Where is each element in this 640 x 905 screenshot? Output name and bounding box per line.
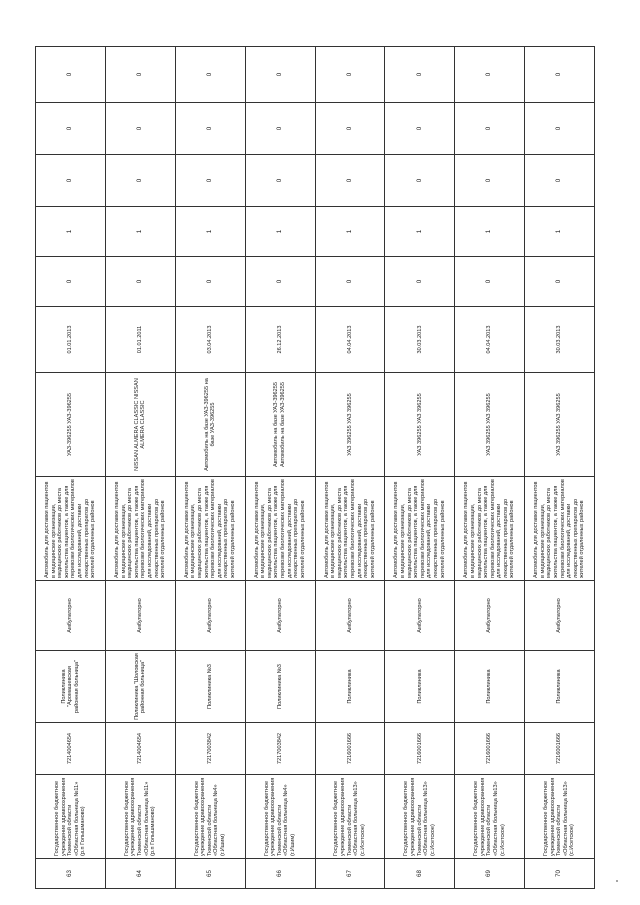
row-number-cell: 65 — [175, 859, 245, 889]
care-mode-cell: Амбулаторно — [455, 581, 525, 651]
date-cell: 03.04.2013 — [175, 307, 245, 373]
value-cell-1: 0 — [175, 257, 245, 307]
vehicle-model-cell: УАЗ 396255 УАЗ 396255 — [315, 373, 385, 477]
unit-cell: Поликлиника "Аромашевская районная больница" — [36, 651, 106, 723]
date-cell: 30.03.2013 — [525, 307, 595, 373]
care-mode-cell: Амбулаторно — [36, 581, 106, 651]
organization-cell: Государственное бюджетное учреждение здравоохранения Тюменской области «Областная больница №11» (р.п Голышманово) — [105, 775, 175, 859]
vehicle-model-cell: Автомобиль на базе УАЗ-396255 на базе УАЗ-396255 — [175, 373, 245, 477]
vehicle-purpose-cell: Автомобиль для доставки пациентов в медицинские организации, медицинских работников до места жительства пациентов, а также для перевозки биологических материалов для исследований, доставки лекарственных препаратов до жителей отдаленных районов — [455, 477, 525, 581]
date-cell: 26.12.2013 — [245, 307, 315, 373]
organization-cell: Государственное бюджетное учреждение здравоохранения Тюменской области «Областная больница №4» (г.Ишим) — [175, 775, 245, 859]
inn-code-cell: 7216001666 — [525, 723, 595, 775]
unit-cell: Поликлиника "Шоловская районная больница" — [105, 651, 175, 723]
value-cell-1: 0 — [36, 257, 106, 307]
unit-cell: Поликлиника — [455, 651, 525, 723]
value-cell-5: 0 — [36, 47, 106, 103]
table-row — [36, 47, 106, 889]
unit-cell: Поликлиника — [525, 651, 595, 723]
row-number-cell: 69 — [455, 859, 525, 889]
organization-cell: Государственное бюджетное учреждение здравоохранения Тюменской области «Областная больница №13» (с.Исетское) — [525, 775, 595, 859]
value-cell-3: 0 — [105, 155, 175, 207]
table-row — [315, 47, 385, 889]
unit-cell: Поликлиника №3 — [245, 651, 315, 723]
value-cell-5: 0 — [455, 47, 525, 103]
table-body — [36, 47, 595, 889]
row-number-cell: 63 — [36, 859, 106, 889]
value-cell-4: 0 — [36, 103, 106, 155]
inn-code-cell: 7214004654 — [36, 723, 106, 775]
table-row — [385, 47, 455, 889]
table-row — [455, 47, 525, 889]
value-cell-3: 0 — [36, 155, 106, 207]
vehicle-model-cell: УАЗ 396255 УАЗ 396255 — [385, 373, 455, 477]
organization-cell: Государственное бюджетное учреждение здравоохранения Тюменской области «Областная больница №13» (с.Исетское) — [385, 775, 455, 859]
row-number-cell: 66 — [245, 859, 315, 889]
vehicle-model-cell: УАЗ-396255 УАЗ-396255 — [36, 373, 106, 477]
date-cell: 04.04.2013 — [315, 307, 385, 373]
vehicle-model-cell: Автомобиль на базе УАЗ-396255 Автомобиль на базе УАЗ-396255 — [245, 373, 315, 477]
inn-code-cell: 7216001666 — [455, 723, 525, 775]
row-number-cell: 68 — [385, 859, 455, 889]
value-cell-2: 1 — [525, 207, 595, 257]
value-cell-4: 0 — [245, 103, 315, 155]
value-cell-5: 0 — [105, 47, 175, 103]
value-cell-1: 0 — [315, 257, 385, 307]
value-cell-5: 0 — [385, 47, 455, 103]
row-number-cell: 70 — [525, 859, 595, 889]
care-mode-cell: Амбулаторно — [245, 581, 315, 651]
value-cell-2: 1 — [385, 207, 455, 257]
inn-code-cell: 7217003842 — [175, 723, 245, 775]
row-number-cell: 67 — [315, 859, 385, 889]
value-cell-3: 0 — [315, 155, 385, 207]
value-cell-5: 0 — [245, 47, 315, 103]
date-cell: 30.03.2013 — [385, 307, 455, 373]
organization-cell: Государственное бюджетное учреждение здравоохранения Тюменской области «Областная больница №13» (с.Исетское) — [315, 775, 385, 859]
vehicle-model-cell: NISSAN ALMERA CLASSIC NISSAN ALMERA CLASSIC — [105, 373, 175, 477]
care-mode-cell: Амбулаторно — [385, 581, 455, 651]
date-cell: 01.01.2011 — [105, 307, 175, 373]
unit-cell: Поликлиника — [385, 651, 455, 723]
document-page — [35, 47, 595, 889]
value-cell-4: 0 — [385, 103, 455, 155]
value-cell-1: 0 — [385, 257, 455, 307]
value-cell-2: 1 — [36, 207, 106, 257]
organization-cell: Государственное бюджетное учреждение здравоохранения Тюменской области «Областная больница №11» (р.п Голышманово) — [36, 775, 106, 859]
value-cell-5: 0 — [315, 47, 385, 103]
table-row — [525, 47, 595, 889]
inn-code-cell: 7216001666 — [315, 723, 385, 775]
organization-cell: Государственное бюджетное учреждение здравоохранения Тюменской области «Областная больница №13» (с.Исетское) — [455, 775, 525, 859]
vehicle-purpose-cell: Автомобиль для доставки пациентов в медицинские организации, медицинских работников до места жительства пациентов, а также для перевозки биологических материалов для исследований, доставки лекарственных препаратов до жителей отдаленных районов — [105, 477, 175, 581]
inn-code-cell: 7216001666 — [385, 723, 455, 775]
care-mode-cell: Амбулаторно — [315, 581, 385, 651]
inn-code-cell: 7214004654 — [105, 723, 175, 775]
value-cell-2: 1 — [455, 207, 525, 257]
date-cell: 01.01.2013 — [36, 307, 106, 373]
value-cell-1: 0 — [245, 257, 315, 307]
value-cell-2: 1 — [245, 207, 315, 257]
value-cell-4: 0 — [175, 103, 245, 155]
value-cell-5: 0 — [175, 47, 245, 103]
organization-cell: Государственное бюджетное учреждение здравоохранения Тюменской области «Областная больница №4» (г.Ишим) — [245, 775, 315, 859]
value-cell-3: 0 — [245, 155, 315, 207]
vehicle-purpose-cell: Автомобиль для доставки пациентов в медицинские организации, медицинских работников до места жительства пациентов, а также для перевозки биологических материалов для исследований, доставки лекарственных препаратов до жителей отдаленных районов — [385, 477, 455, 581]
care-mode-cell: Амбулаторно — [105, 581, 175, 651]
value-cell-1: 0 — [105, 257, 175, 307]
care-mode-cell: Амбулаторно — [525, 581, 595, 651]
value-cell-3: 0 — [455, 155, 525, 207]
vehicle-purpose-cell: Автомобиль для доставки пациентов в медицинские организации, медицинских работников до места жительства пациентов, а также для перевозки биологических материалов для исследований, доставки лекарственных препаратов до жителей отдаленных районов — [175, 477, 245, 581]
value-cell-1: 0 — [455, 257, 525, 307]
table-row — [105, 47, 175, 889]
table-row — [175, 47, 245, 889]
value-cell-5: 0 — [525, 47, 595, 103]
value-cell-4: 0 — [105, 103, 175, 155]
date-cell: 04.04.2013 — [455, 307, 525, 373]
value-cell-2: 1 — [175, 207, 245, 257]
rotated-table-wrapper — [35, 47, 595, 889]
value-cell-4: 0 — [525, 103, 595, 155]
unit-cell: Поликлиника №3 — [175, 651, 245, 723]
vehicle-purpose-cell: Автомобиль для доставки пациентов в медицинские организации, медицинских работников до места жительства пациентов, а также для перевозки биологических материалов для исследований, доставки лекарственных препаратов до жителей отдаленных районов — [315, 477, 385, 581]
value-cell-3: 0 — [525, 155, 595, 207]
value-cell-4: 0 — [315, 103, 385, 155]
vehicle-purpose-cell: Автомобиль для доставки пациентов в медицинские организации, медицинских работников до места жительства пациентов, а также для перевозки биологических материалов для исследований, доставки лекарственных препаратов до жителей отдаленных районов — [36, 477, 106, 581]
value-cell-2: 1 — [315, 207, 385, 257]
scan-speck — [616, 880, 618, 882]
vehicle-model-cell: УАЗ 396255 УАЗ 396255 — [455, 373, 525, 477]
vehicle-model-cell: УАЗ 396255 УАЗ 396255 — [525, 373, 595, 477]
value-cell-4: 0 — [455, 103, 525, 155]
value-cell-1: 0 — [525, 257, 595, 307]
value-cell-2: 1 — [105, 207, 175, 257]
vehicle-purpose-cell: Автомобиль для доставки пациентов в медицинские организации, медицинских работников до места жительства пациентов, а также для перевозки биологических материалов для исследований, доставки лекарственных препаратов до жителей отдаленных районов — [525, 477, 595, 581]
unit-cell: Поликлиника — [315, 651, 385, 723]
inn-code-cell: 7217003842 — [245, 723, 315, 775]
vehicle-registry-table — [35, 46, 595, 889]
table-row — [245, 47, 315, 889]
care-mode-cell: Амбулаторно — [175, 581, 245, 651]
value-cell-3: 0 — [175, 155, 245, 207]
vehicle-purpose-cell: Автомобиль для доставки пациентов в медицинские организации, медицинских работников до места жительства пациентов, а также для перевозки биологических материалов для исследований, доставки лекарственных препаратов до жителей отдаленных районов — [245, 477, 315, 581]
value-cell-3: 0 — [385, 155, 455, 207]
row-number-cell: 64 — [105, 859, 175, 889]
